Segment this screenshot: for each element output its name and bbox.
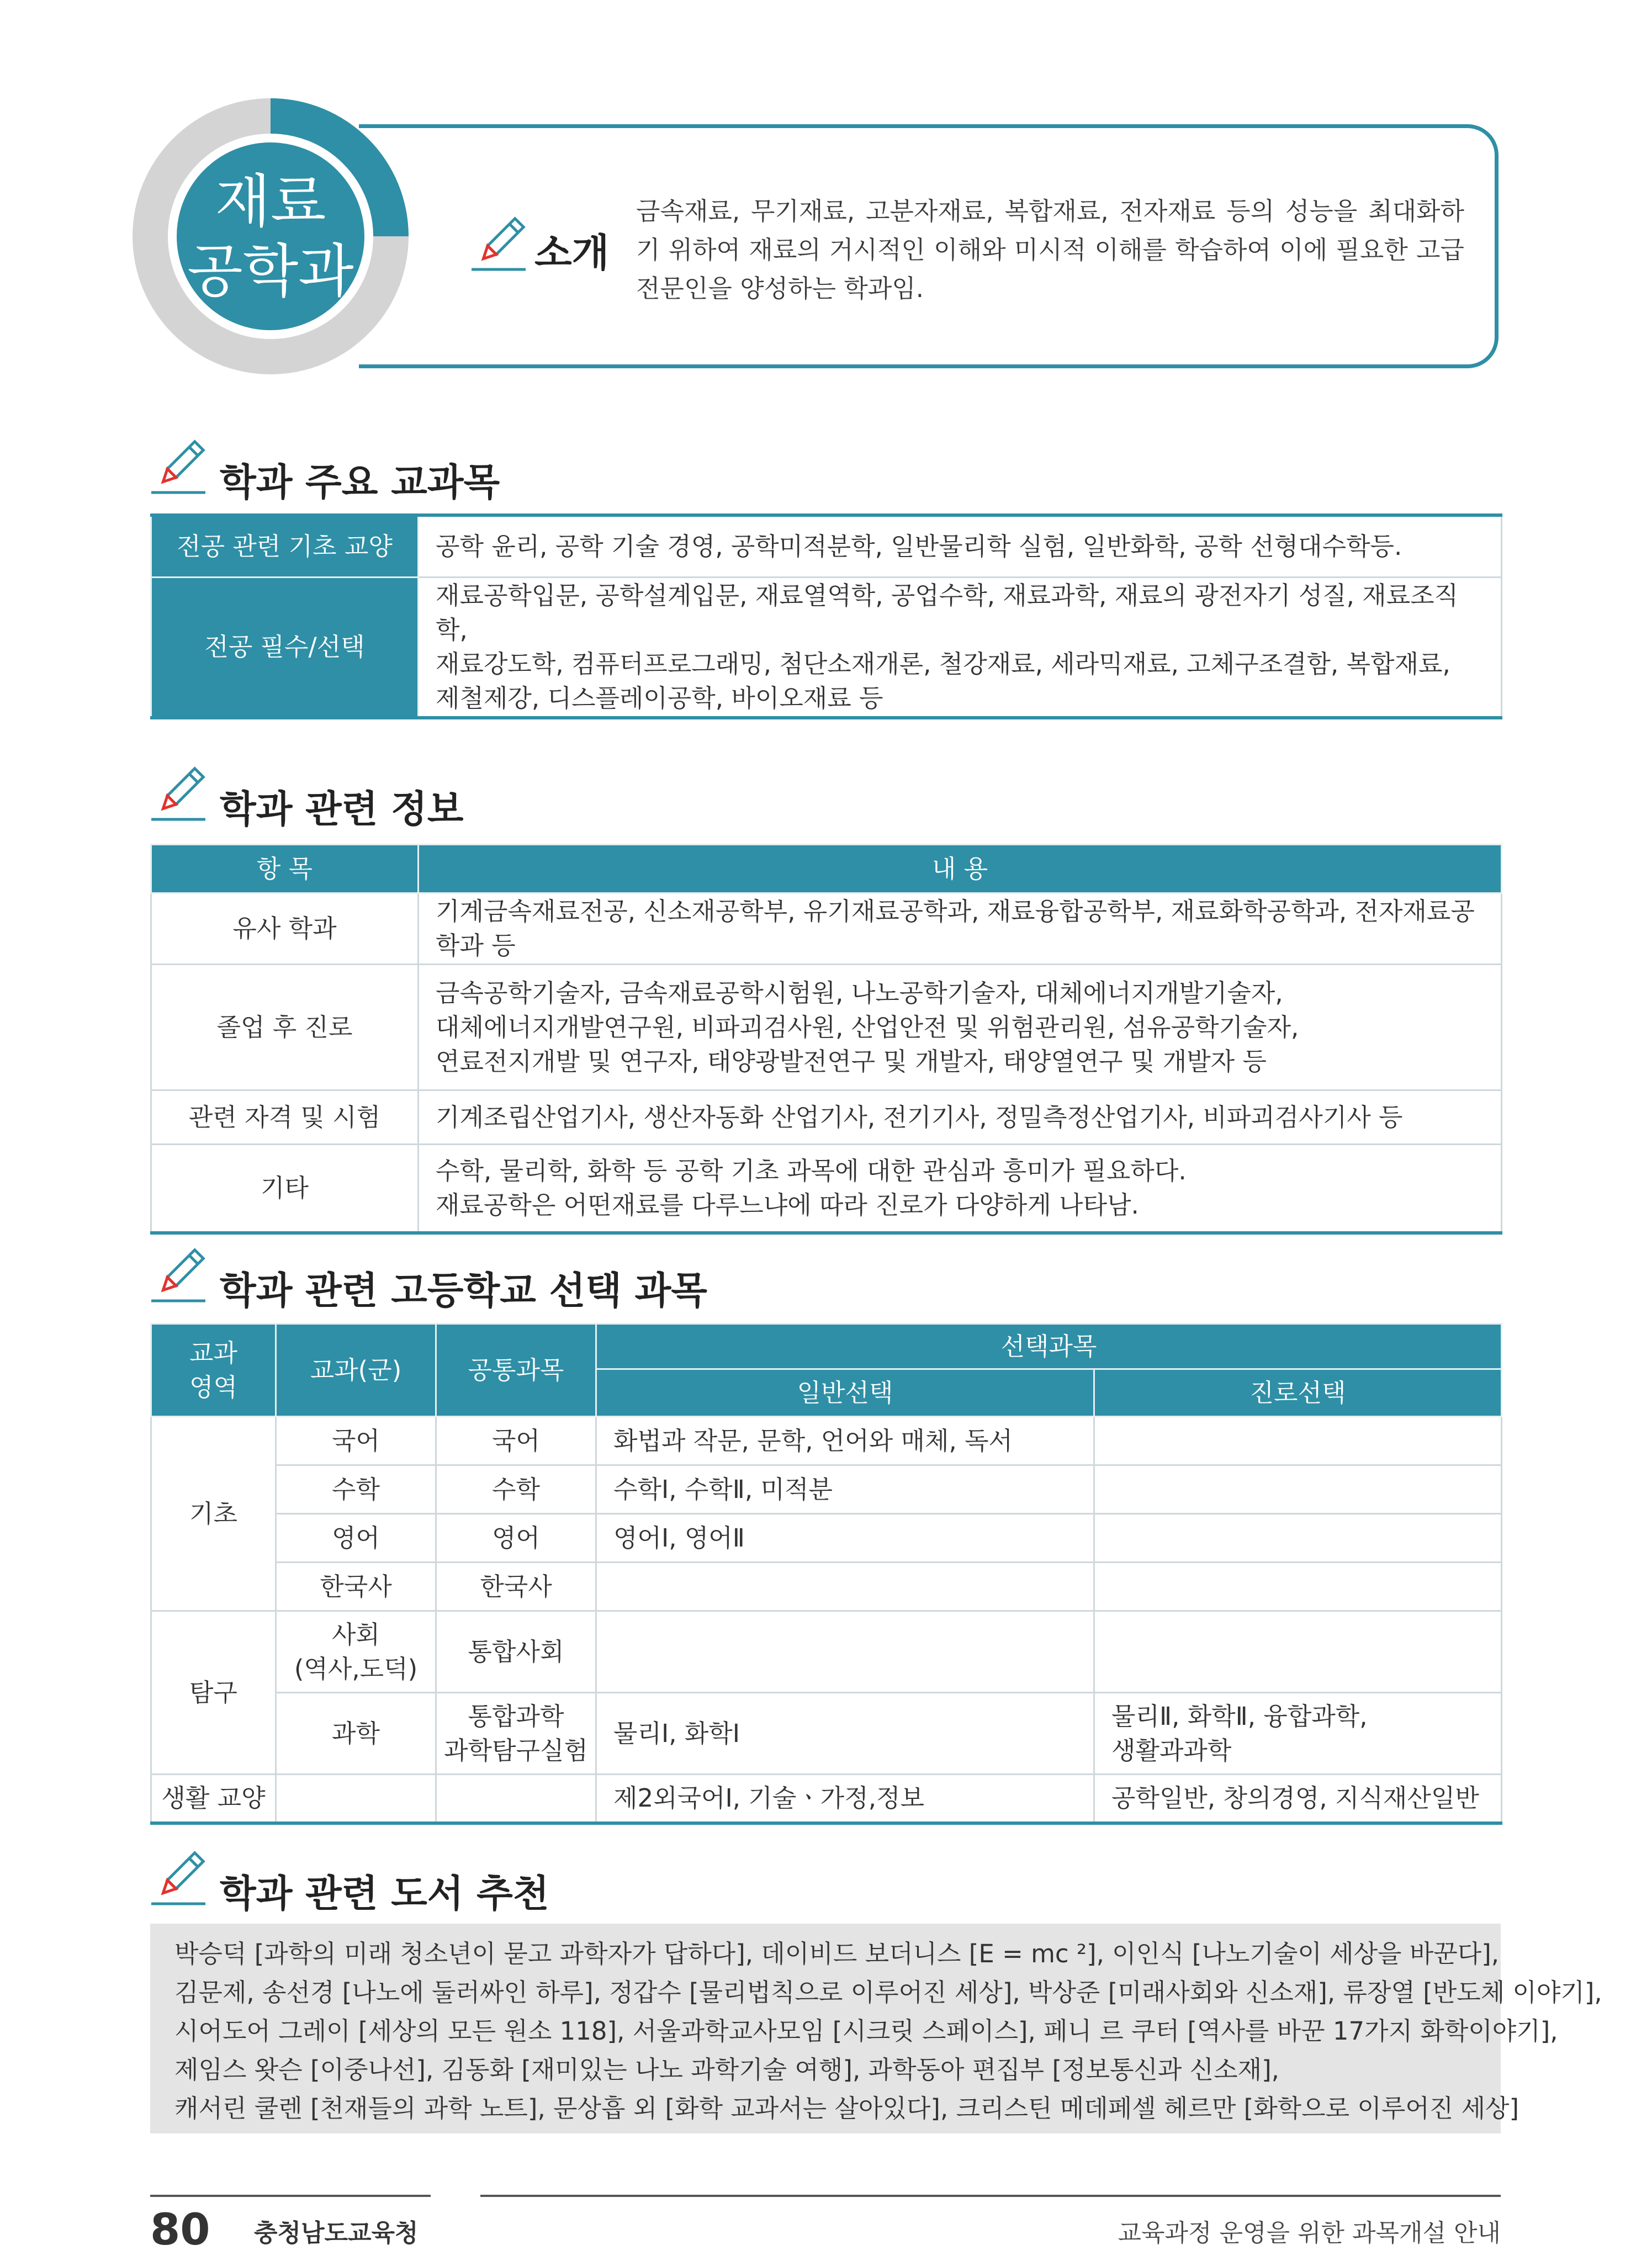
- row-content: [419, 965, 1502, 1090]
- pencil-icon: [148, 1245, 209, 1305]
- row-label: 전공 필수/선택: [151, 577, 419, 718]
- career-cell: [1094, 1693, 1502, 1775]
- column-header-area: [151, 1324, 276, 1417]
- table-header-row: [151, 845, 1502, 893]
- cell-line: 사회: [332, 1619, 380, 1649]
- pencil-icon: [468, 213, 529, 274]
- column-header-career: 진로선택: [1094, 1369, 1502, 1417]
- table-row: [151, 965, 1502, 1090]
- area-cell: 생활 교양: [151, 1775, 276, 1823]
- subject-cell: 한국사: [276, 1563, 436, 1611]
- column-header-subject: 교과(군): [276, 1324, 436, 1417]
- row-content: [419, 893, 1502, 965]
- table-row: [151, 1090, 1502, 1145]
- common-cell: 수학: [436, 1465, 596, 1514]
- row-line: 연료전지개발 및 연구자, 태양광발전연구 및 개발자, 태양열연구 및 개발자 등: [436, 1046, 1267, 1076]
- header-line: 교과: [189, 1338, 237, 1368]
- table-row: [151, 1417, 1502, 1465]
- section-title-books: 학과 관련 도서 추천: [220, 1872, 549, 1916]
- section-title-info: 학과 관련 정보: [220, 788, 464, 832]
- row-label: 졸업 후 진로: [151, 965, 419, 1090]
- page-number: 80: [150, 2205, 210, 2255]
- row-content: [419, 1090, 1502, 1145]
- subject-cell: 수학: [276, 1465, 436, 1514]
- general-cell: 수학Ⅰ, 수학Ⅱ, 미적분: [596, 1465, 1094, 1514]
- section-title-courses: 학과 주요 교과목: [220, 461, 500, 505]
- intro-text: 금속재료, 무기재료, 고분자재료, 복합재료, 전자재료 등의 성능을 최대화하기 위하여 재료의 거시적인 이해와 미시적 이해를 학습하여 이에 필요한 고급 전문인을 양성하는 학과임.: [636, 197, 1464, 303]
- table-row: [151, 1514, 1502, 1563]
- table-row: [151, 1775, 1502, 1823]
- cell-line: 생활과과학: [1111, 1735, 1232, 1765]
- department-title-line2: 공학과: [187, 237, 354, 305]
- common-cell: 영어: [436, 1514, 596, 1563]
- pencil-icon: [148, 1847, 209, 1908]
- table-row: [151, 1563, 1502, 1611]
- book-line: 김문제, 송선경 [나노에 둘러싸인 하루], 정갑수 [물리법칙으로 이루어진 세상], 박상준 [미래사회와 신소재], 류장열 [반도체 이야기],: [174, 1978, 1602, 2007]
- general-cell: 화법과 작문, 문학, 언어와 매체, 독서: [596, 1417, 1094, 1465]
- general-cell: 제2외국어Ⅰ, 기술ㆍ가정,정보: [596, 1775, 1094, 1823]
- highschool-table: [150, 1323, 1502, 1825]
- subject-cell: 국어: [276, 1417, 436, 1465]
- column-header-common: 공통과목: [436, 1324, 596, 1417]
- column-header-elective: 선택과목: [596, 1324, 1502, 1369]
- common-cell: 국어: [436, 1417, 596, 1465]
- common-cell: [436, 1775, 596, 1823]
- career-cell: 공학일반, 창의경영, 지식재산일반: [1094, 1775, 1502, 1823]
- column-header: 내 용: [419, 845, 1502, 893]
- subject-cell: 영어: [276, 1514, 436, 1563]
- area-cell: 탐구: [151, 1611, 276, 1775]
- table-row: [151, 1693, 1502, 1775]
- career-cell: [1094, 1465, 1502, 1514]
- book-line: 시어도어 그레이 [세상의 모든 원소 118], 서울과학교사모임 [시크릿 스페이스], 페니 르 쿠터 [역사를 바꾼 17가지 화학이야기],: [174, 2016, 1558, 2046]
- book-line: 캐서린 쿨렌 [천재들의 과학 노트], 문상흡 외 [화학 교과서는 살아있다], 크리스틴 메데페셀 헤르만 [화학으로 이루어진 세상]: [174, 2094, 1519, 2123]
- cell-line: (역사,도덕): [294, 1654, 418, 1683]
- row-line: 재료공학입문, 공학설계입문, 재료열역학, 공업수학, 재료과학, 재료의 광전자기 성질, 재료조직학,: [436, 580, 1459, 644]
- info-table: [150, 844, 1502, 1235]
- row-label: 기타: [151, 1145, 419, 1233]
- row-label: 유사 학과: [151, 893, 419, 965]
- common-cell: 통합사회: [436, 1611, 596, 1693]
- row-line: 재료공학은 어떤재료를 다루느냐에 따라 진로가 다양하게 나타남.: [436, 1190, 1139, 1220]
- table-row: [151, 515, 1502, 577]
- row-line: 제철제강, 디스플레이공학, 바이오재료 등: [436, 683, 883, 713]
- career-cell: [1094, 1611, 1502, 1693]
- column-header-general: 일반선택: [596, 1369, 1094, 1417]
- common-cell: [436, 1693, 596, 1775]
- row-label: 전공 관련 기초 교양: [151, 515, 419, 577]
- table-row: [151, 893, 1502, 965]
- area-cell: 기초: [151, 1417, 276, 1611]
- career-cell: [1094, 1417, 1502, 1465]
- table-header-row: [151, 1324, 1502, 1369]
- department-title: [168, 134, 373, 339]
- pencil-icon: [148, 763, 209, 824]
- common-cell: 한국사: [436, 1563, 596, 1611]
- column-header: 항 목: [151, 845, 419, 893]
- row-line: 금속공학기술자, 금속재료공학시험원, 나노공학기술자, 대체에너지개발기술자,: [436, 978, 1283, 1008]
- row-content: [419, 577, 1502, 718]
- row-line: 기계조립산업기사, 생산자동화 산업기사, 전기기사, 정밀측정산업기사, 비파괴검사기사 등: [436, 1102, 1403, 1132]
- intro-label: 소개: [534, 230, 610, 276]
- row-content: [419, 515, 1502, 577]
- row-label: 관련 자격 및 시험: [151, 1090, 419, 1145]
- row-line: 수학, 물리학, 화학 등 공학 기초 과목에 대한 관심과 흥미가 필요하다.: [436, 1156, 1187, 1185]
- row-line: 대체에너지개발연구원, 비파괴검사원, 산업안전 및 위험관리원, 섬유공학기술자,: [436, 1012, 1299, 1042]
- publisher-name: 충청남도교육청: [254, 2219, 419, 2247]
- book-line: 제임스 왓슨 [이중나선], 김동화 [재미있는 나노 과학기술 여행], 과학동아 편집부 [정보통신과 신소재],: [174, 2055, 1279, 2084]
- footer-rule-right: [480, 2195, 1501, 2197]
- career-cell: [1094, 1514, 1502, 1563]
- row-content: [419, 1145, 1502, 1233]
- general-cell: [596, 1563, 1094, 1611]
- general-cell: [596, 1611, 1094, 1693]
- pencil-icon: [148, 436, 209, 497]
- row-line: 재료강도학, 컴퓨터프로그래밍, 첨단소재개론, 철강재료, 세라믹재료, 고체구조결함, 복합재료,: [436, 649, 1450, 679]
- cell-line: 물리Ⅱ, 화학Ⅱ, 융합과학,: [1111, 1701, 1368, 1731]
- footer-rule-left: [150, 2195, 431, 2197]
- row-line: 공학 윤리, 공학 기술 경영, 공학미적분학, 일반물리학 실험, 일반화학, 공학 선형대수학등.: [436, 531, 1402, 561]
- section-title-highschool: 학과 관련 고등학교 선택 과목: [220, 1269, 707, 1313]
- subject-cell: 과학: [276, 1693, 436, 1775]
- book-line: 박승덕 [과학의 미래 청소년이 묻고 과학자가 답하다], 데이비드 보더니스 [E = mc ²], 이인식 [나노기술이 세상을 바꾼다],: [174, 1939, 1500, 1968]
- cell-line: 과학탐구실험: [444, 1735, 588, 1765]
- book-list: [150, 1924, 1602, 2133]
- courses-table: [150, 513, 1502, 719]
- general-cell: 물리Ⅰ, 화학Ⅰ: [596, 1693, 1094, 1775]
- general-cell: 영어Ⅰ, 영어Ⅱ: [596, 1514, 1094, 1563]
- row-line: 기계금속재료전공, 신소재공학부, 유기재료공학과, 재료융합공학부, 재료화학공학과, 전자재료공학과 등: [436, 897, 1475, 960]
- subject-cell: [276, 1611, 436, 1693]
- table-row: [151, 1465, 1502, 1514]
- table-row: [151, 1145, 1502, 1233]
- career-cell: [1094, 1563, 1502, 1611]
- department-title-line1: 재료: [215, 168, 326, 235]
- publication-title: 교육과정 운영을 위한 과목개설 안내: [1118, 2219, 1501, 2247]
- table-row: [151, 577, 1502, 718]
- header-line: 영역: [189, 1372, 237, 1402]
- subject-cell: [276, 1775, 436, 1823]
- table-row: [151, 1611, 1502, 1693]
- cell-line: 통합과학: [468, 1701, 564, 1731]
